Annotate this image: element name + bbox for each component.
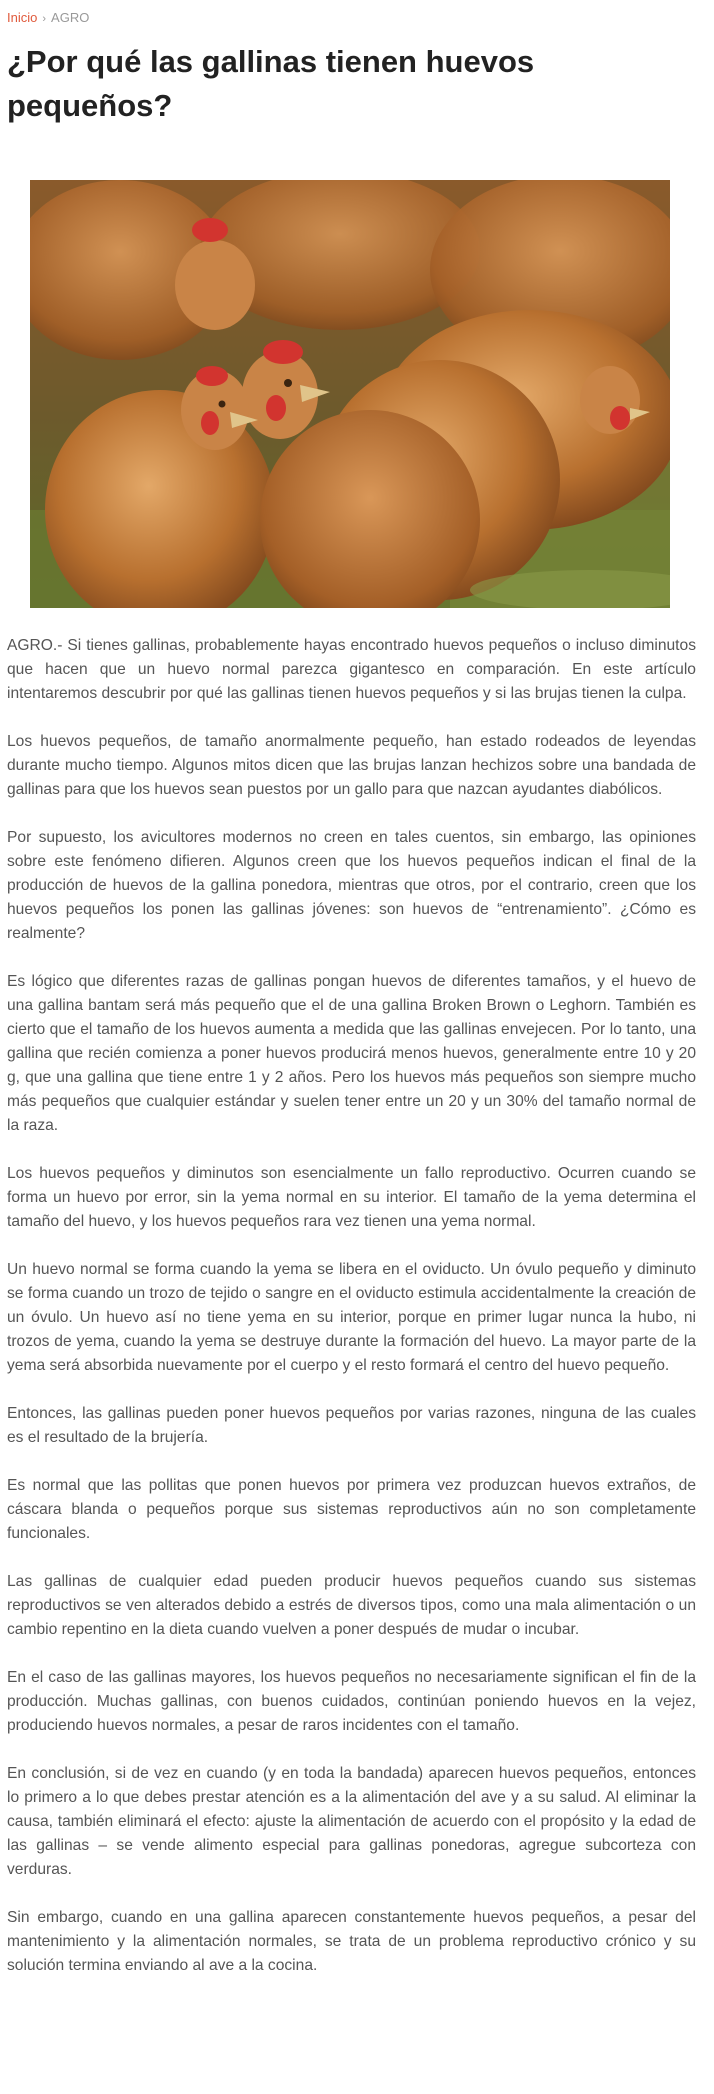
page-title: ¿Por qué las gallinas tienen huevos pequeños? [7, 44, 535, 123]
article-paragraph: AGRO.- Si tienes gallinas, probablemente hayas encontrado huevos pequeños o incluso diminutos que hacen que un huevo normal parezca gigantesco en comparación. En este artículo intentaremos descubrir por qué las gallinas tienen huevos pequeños y si las brujas tienen la culpa. [7, 637, 696, 702]
breadcrumb [7, 8, 89, 29]
breadcrumb-section: AGRO [51, 10, 90, 25]
article-paragraph: Un huevo normal se forma cuando la yema se libera en el oviducto. Un óvulo pequeño y diminuto se forma cuando un trozo de tejido o sangre en el oviducto estimula accidentalmente la creación de un óvulo. Un huevo así no tiene yema en su interior, porque en primer lugar nunca la hubo, ni trozos de yema, cuando la yema se destruye durante la formación del huevo. La mayor parte de la yema será absorbida nuevamente por el cuerpo y el resto formará el centro del huevo pequeño. [7, 1261, 696, 1374]
article-paragraph: En el caso de las gallinas mayores, los huevos pequeños no necesariamente significan el fin de la producción. Muchas gallinas, con buenos cuidados, continúan poniendo huevos en la vejez, produciendo huevos normales, a pesar de raros incidentes con el tamaño. [7, 1669, 696, 1734]
article-paragraph: Sin embargo, cuando en una gallina aparecen constantemente huevos pequeños, a pesar del mantenimiento y la alimentación normales, se trata de un problema reproductivo crónico y su solución termina enviando al ave a la cocina. [7, 1909, 696, 1974]
article-paragraph: Es normal que las pollitas que ponen huevos por primera vez produzcan huevos extraños, de cáscara blanda o pequeños porque sus sistemas reproductivos aún no son completamente funcionales. [7, 1477, 696, 1542]
hens-photo [30, 180, 670, 608]
article-paragraph: En conclusión, si de vez en cuando (y en toda la bandada) aparecen huevos pequeños, entonces lo primero a lo que debes prestar atención es a la alimentación del ave y a su salud. Al eliminar la causa, también eliminará el efecto: ajuste la alimentación de acuerdo con el propósito y la edad de las gallinas – se vende alimento especial para gallinas ponedoras, agregue subcorteza con verduras. [7, 1765, 696, 1878]
article-paragraph: Es lógico que diferentes razas de gallinas pongan huevos de diferentes tamaños, y el huevo de una gallina bantam será más pequeño que el de una gallina Broken Brown o Leghorn. También es cierto que el tamaño de los huevos aumenta a medida que las gallinas envejecen. Por lo tanto, una gallina que recién comienza a poner huevos producirá menos huevos, generalmente entre 10 y 20 g, que una gallina que tiene entre 1 y 2 años. Pero los huevos más pequeños son siempre mucho más pequeños que cualquier estándar y suelen tener entre un 20 y un 30% del tamaño normal de la raza. [7, 973, 696, 1134]
article-paragraph: Los huevos pequeños y diminutos son esencialmente un fallo reproductivo. Ocurren cuando se forma un huevo por error, sin la yema normal en su interior. El tamaño de la yema determina el tamaño del huevo, y los huevos pequeños rara vez tienen una yema normal. [7, 1165, 696, 1230]
article-paragraph: Las gallinas de cualquier edad pueden producir huevos pequeños cuando sus sistemas reproductivos se ven alterados debido a estrés de diversos tipos, como una mala alimentación o un cambio repentino en la dieta cuando vuelven a poner después de mudar o incubar. [7, 1573, 696, 1638]
article-paragraph: Los huevos pequeños, de tamaño anormalmente pequeño, han estado rodeados de leyendas durante mucho tiempo. Algunos mitos dicen que las brujas lanzan hechizos sobre una bandada de gallinas para que los huevos sean puestos por un gallo para que nazcan ayudantes diabólicos. [7, 733, 696, 798]
breadcrumb-home-link[interactable]: Inicio [7, 10, 38, 25]
article-paragraph: Entonces, las gallinas pueden poner huevos pequeños por varias razones, ninguna de las cuales es el resultado de la brujería. [7, 1405, 696, 1446]
article-hero-image [30, 180, 670, 608]
chevron-right-icon: › [42, 13, 47, 25]
article-paragraph: Por supuesto, los avicultores modernos no creen en tales cuentos, sin embargo, las opiniones sobre este fenómeno difieren. Algunos creen que los huevos pequeños indican el final de la producción de huevos de la gallina ponedora, mientras que otros, por el contrario, creen que los huevos pequeños los ponen las gallinas jóvenes: son huevos de “entrenamiento”. ¿Cómo es realmente? [7, 829, 696, 942]
article-body [7, 634, 696, 2002]
